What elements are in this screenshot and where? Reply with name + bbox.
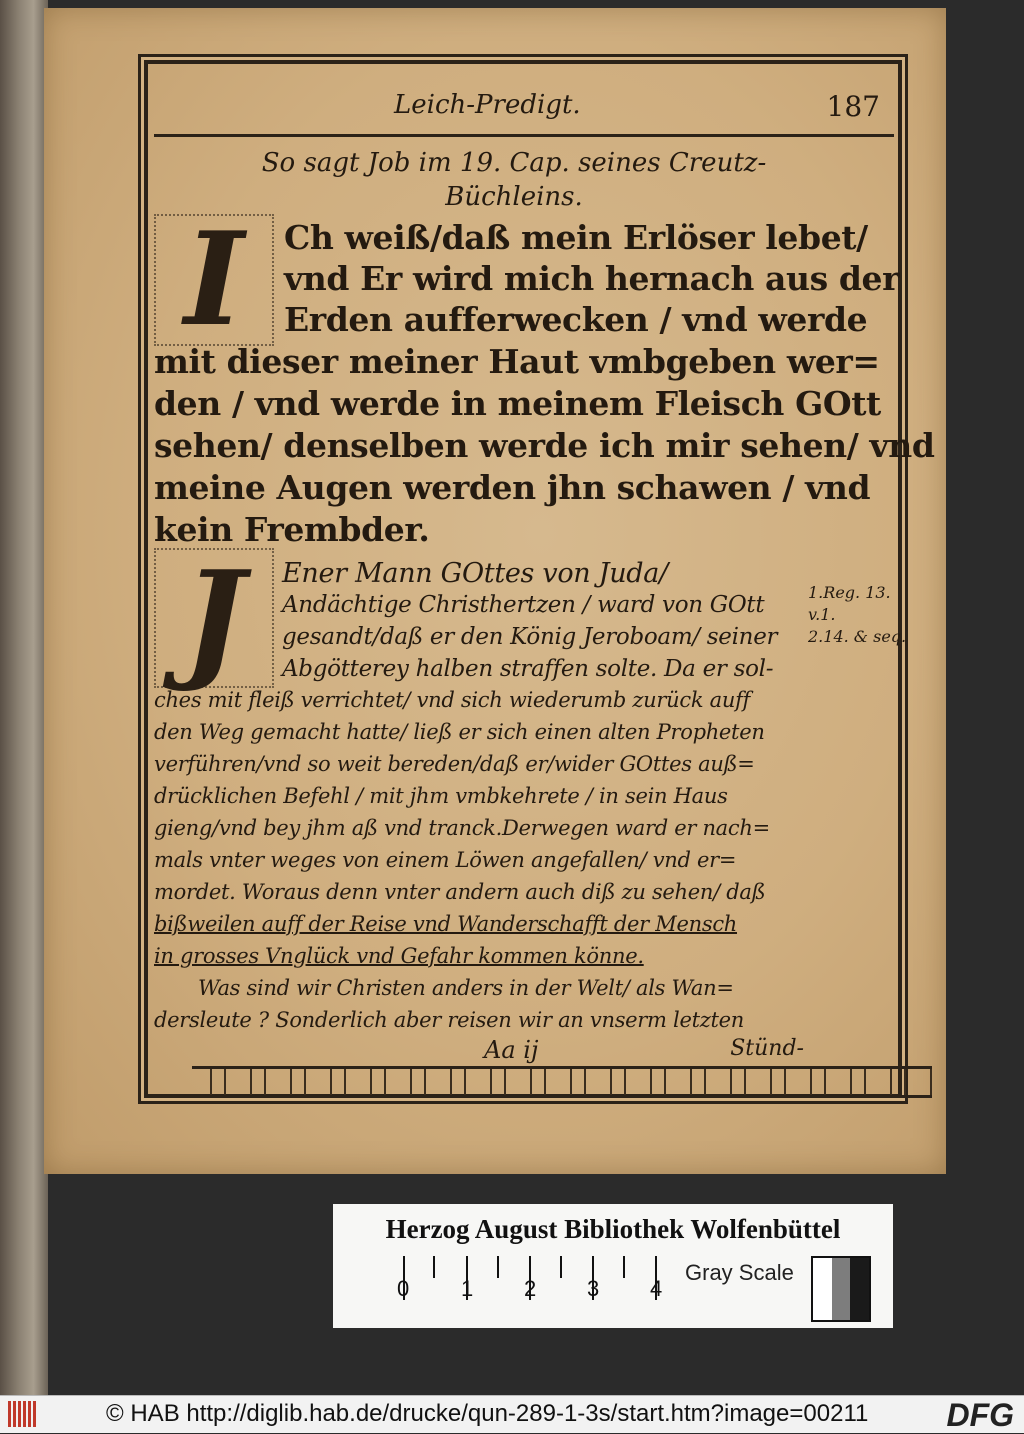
- body-line: verführen/vnd so weit bereden/daß er/wider GOttes auß=: [154, 752, 755, 776]
- body-line: den Weg gemacht hatte/ ließ er sich einen alten Propheten: [154, 720, 765, 744]
- ruler-label: 3: [587, 1276, 600, 1301]
- body-line: gieng/vnd bey jhm aß vnd tranck.Derwegen ward er nach=: [154, 816, 770, 840]
- body-line: Ener Mann GOttes von Juda/: [282, 558, 668, 589]
- marginal-line-1: 1.Reg. 13. v.1.: [808, 583, 891, 624]
- book-page: [44, 8, 946, 1174]
- body-line: mals vnter weges von einem Löwen angefallen/ vnd er=: [154, 848, 737, 872]
- catchword: Stünd-: [730, 1036, 804, 1061]
- swatch-gray: [832, 1258, 851, 1320]
- running-title: Leich-Predigt.: [394, 90, 581, 120]
- quote-line: vnd Er wird mich hernach aus der: [284, 259, 900, 298]
- source-url[interactable]: © HAB http://diglib.hab.de/drucke/qun-289-1-3s/start.htm?image=00211: [106, 1400, 869, 1427]
- quote-line: den / vnd werde in meinem Fleisch GOtt: [154, 384, 881, 423]
- body-line: Andächtige Christhertzen / ward von GOtt: [282, 592, 765, 618]
- gray-scale-card: [333, 1204, 893, 1328]
- ruler-label: 4: [650, 1276, 663, 1301]
- quote-line: sehen/ denselben werde ich mir sehen/ vnd: [154, 426, 935, 465]
- body-line: mordet. Woraus denn vnter andern auch diß zu sehen/ daß: [154, 880, 766, 904]
- body-line-underlined: in grosses Vnglück vnd Gefahr kommen könne.: [154, 944, 644, 968]
- ruler: [403, 1256, 673, 1300]
- book-spine-edge: [0, 0, 48, 1395]
- dfg-logo: DFG: [946, 1397, 1014, 1433]
- signature-mark: Aa ij: [484, 1036, 539, 1064]
- quote-line: Erden aufferwecken / vnd werde: [284, 300, 868, 339]
- gray-scale-label: Gray Scale: [685, 1260, 794, 1285]
- swatch-black: [850, 1258, 869, 1320]
- quote-line: Ch weiß/daß mein Erlöser lebet/: [284, 218, 868, 257]
- ruler-minor-tick: [560, 1256, 562, 1278]
- ruler-minor-tick: [623, 1256, 625, 1278]
- footer-bar: [0, 1395, 1024, 1433]
- intro-line-2: Büchleins.: [445, 182, 583, 212]
- quote-line: mit dieser meiner Haut vmbgeben wer=: [154, 342, 880, 381]
- page-number: 187: [826, 90, 880, 123]
- intro-heading: [164, 146, 864, 214]
- body-line: dersleute ? Sonderlich aber reisen wir an vnserm letzten: [154, 1008, 744, 1032]
- body-line: gesandt/daß er den König Jeroboam/ seiner: [282, 624, 778, 650]
- swatch-white: [813, 1258, 832, 1320]
- quote-line: kein Frembder.: [154, 510, 430, 549]
- quote-dropcap: I: [154, 214, 274, 346]
- ruler-label: 0: [397, 1276, 410, 1301]
- body-line: ches mit fleiß verrichtet/ vnd sich wiederumb zurück auff: [154, 688, 751, 712]
- body-line: Was sind wir Christen anders in der Welt/ als Wan=: [198, 976, 734, 1000]
- ornamental-border: [192, 1066, 932, 1098]
- body-line-underlined: bißweilen auff der Reise vnd Wanderschafft der Mensch: [154, 912, 738, 936]
- body-line: Abgötterey halben straffen solte. Da er sol-: [282, 656, 774, 682]
- quote-line: meine Augen werden jhn schawen / vnd: [154, 468, 871, 507]
- body-dropcap: J: [154, 548, 274, 688]
- library-name: Herzog August Bibliothek Wolfenbüttel: [385, 1214, 841, 1244]
- ruler-label: 1: [461, 1276, 474, 1301]
- ruler-minor-tick: [433, 1256, 435, 1278]
- marginal-line-2: 2.14. & seq.: [808, 627, 907, 646]
- hab-logo-icon: [8, 1401, 38, 1427]
- ruler-minor-tick: [497, 1256, 499, 1278]
- signature-row: [154, 1036, 814, 1066]
- body-line: drücklichen Befehl / mit jhm vmbkehrete / in sein Haus: [154, 784, 728, 808]
- marginal-reference: [808, 582, 918, 648]
- gray-swatches: [811, 1256, 871, 1322]
- ruler-label: 2: [524, 1276, 537, 1301]
- intro-line-1: So sagt Job im 19. Cap. seines Creutz-: [261, 148, 767, 178]
- running-head: [154, 90, 894, 137]
